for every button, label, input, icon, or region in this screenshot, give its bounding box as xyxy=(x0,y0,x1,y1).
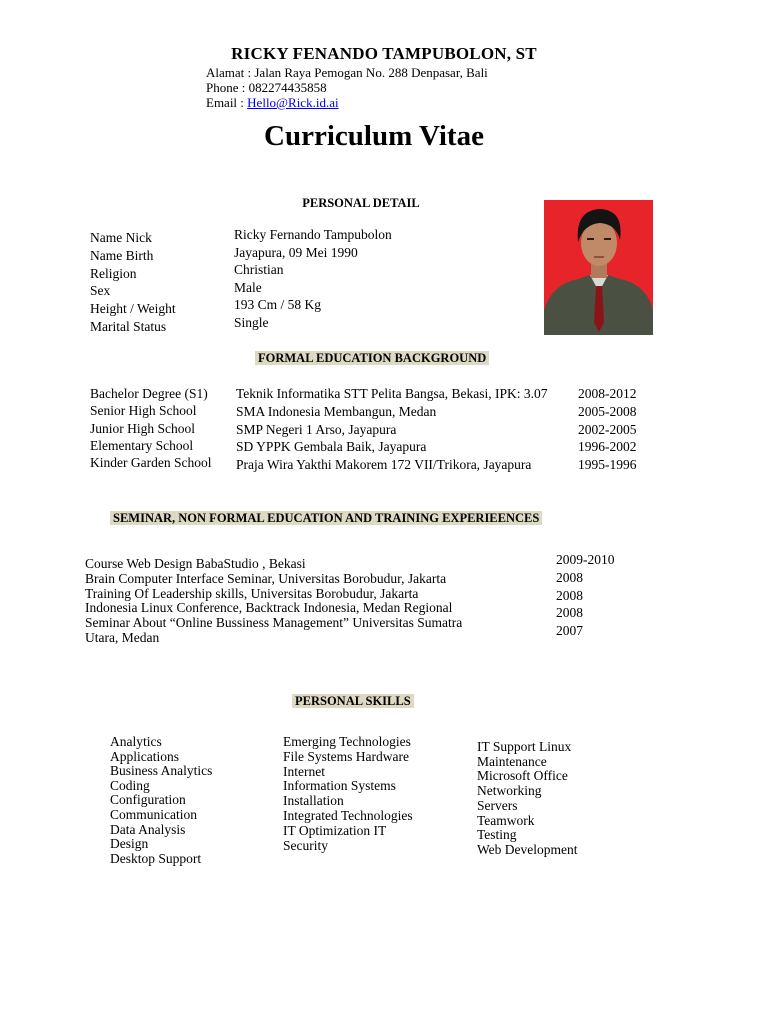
education-year: 1996-2002 xyxy=(578,439,637,455)
education-schools xyxy=(236,385,548,474)
skill-item: Design xyxy=(110,836,149,852)
education-school: SMA Indonesia Membangun, Medan xyxy=(236,403,437,419)
detail-label: Marital Status xyxy=(90,318,167,334)
document-title: Curriculum Vitae xyxy=(264,120,484,152)
phone-line: Phone : 082274435858 xyxy=(206,80,327,95)
detail-value: Single xyxy=(234,314,269,330)
cv-owner-name: RICKY FENANDO TAMPUBOLON, ST xyxy=(231,44,537,63)
seminar-heading-text: SEMINAR, NON FORMAL EDUCATION AND TRAINING EXPERIEENCES xyxy=(110,511,542,525)
person-portrait-icon xyxy=(544,200,653,335)
skill-item: Data Analysis xyxy=(110,821,186,837)
skill-item: Information Systems xyxy=(283,778,396,794)
skill-item: Maintenance xyxy=(477,753,547,769)
education-heading-text: FORMAL EDUCATION BACKGROUND xyxy=(255,351,489,365)
skill-item: Web Development xyxy=(477,841,578,857)
personal-detail-labels xyxy=(90,229,176,336)
skills-column-3 xyxy=(477,740,578,858)
skill-item: Servers xyxy=(477,797,518,813)
skill-item: IT Support Linux xyxy=(477,739,572,754)
detail-value: Jayapura, 09 Mei 1990 xyxy=(234,244,358,260)
email-link[interactable]: Hello@Rick.id.ai xyxy=(247,95,339,110)
seminar-heading xyxy=(110,511,542,526)
seminar-item: Training Of Leadership skills, Universitas Borobudur, Jakarta xyxy=(85,585,419,601)
detail-label: Sex xyxy=(90,283,111,299)
skill-item: Internet xyxy=(283,763,325,779)
seminar-item: Course Web Design BabaStudio , Bekasi xyxy=(85,556,306,571)
skill-item: File Systems Hardware xyxy=(283,748,409,764)
education-heading xyxy=(255,351,489,366)
skill-item: Emerging Technologies xyxy=(283,734,411,749)
seminar-year: 2008 xyxy=(556,605,583,621)
detail-label: Name Birth xyxy=(90,247,154,263)
skill-item: Business Analytics xyxy=(110,763,213,779)
skill-item: Testing xyxy=(477,827,517,843)
skill-item: IT Optimization IT xyxy=(283,822,387,838)
skill-item: Teamwork xyxy=(477,812,535,828)
seminar-year: 2008 xyxy=(556,569,583,585)
detail-value: Ricky Fernando Tampubolon xyxy=(234,227,392,242)
education-level: Bachelor Degree (S1) xyxy=(90,386,208,401)
skills-heading xyxy=(292,694,414,709)
skill-item: Microsoft Office xyxy=(477,768,568,784)
education-school: Praja Wira Yakthi Makorem 172 VII/Trikora, Jayapura xyxy=(236,457,532,473)
skill-item: Security xyxy=(283,837,328,853)
skill-item: Desktop Support xyxy=(110,850,202,866)
personal-detail-heading: PERSONAL DETAIL xyxy=(302,196,420,210)
address-line: Alamat : Jalan Raya Pemogan No. 288 Denpasar, Bali xyxy=(206,65,488,80)
detail-label: Height / Weight xyxy=(90,301,176,317)
seminar-item: Seminar About “Online Bussiness Management” Universitas Sumatra xyxy=(85,615,463,631)
skill-item: Integrated Technologies xyxy=(283,807,413,823)
skills-column-1 xyxy=(110,735,212,866)
education-year: 2005-2008 xyxy=(578,403,637,419)
skill-item: Applications xyxy=(110,748,179,764)
education-levels xyxy=(90,385,211,471)
education-year: 1995-1996 xyxy=(578,457,637,473)
education-school: Teknik Informatika STT Pelita Bangsa, Bekasi, IPK: 3.07 xyxy=(236,386,548,401)
education-school: SMP Negeri 1 Arso, Jayapura xyxy=(236,421,397,437)
education-level: Junior High School xyxy=(90,420,196,436)
skill-item: Coding xyxy=(110,777,150,793)
seminar-year: 2007 xyxy=(556,623,583,639)
detail-value: Male xyxy=(234,279,262,295)
personal-detail-values xyxy=(234,226,392,331)
skills-column-2 xyxy=(283,735,413,853)
detail-label: Religion xyxy=(90,265,137,281)
detail-label: Name Nick xyxy=(90,230,152,245)
seminar-year: 2009-2010 xyxy=(556,552,615,567)
seminar-year: 2008 xyxy=(556,587,583,603)
skills-heading-text: PERSONAL SKILLS xyxy=(292,694,414,708)
education-school: SD YPPK Gembala Baik, Jayapura xyxy=(236,439,427,455)
profile-photo xyxy=(544,200,653,335)
education-level: Elementary School xyxy=(90,437,194,453)
seminar-item: Indonesia Linux Conference, Backtrack Indonesia, Medan Regional xyxy=(85,600,453,616)
skill-item: Communication xyxy=(110,806,197,822)
detail-value: Christian xyxy=(234,262,284,277)
seminar-item: Utara, Medan xyxy=(85,629,160,645)
education-years xyxy=(578,385,637,474)
detail-value: 193 Cm / 58 Kg xyxy=(234,297,322,312)
skill-item: Installation xyxy=(283,793,344,809)
seminar-list xyxy=(85,557,462,646)
skill-item: Analytics xyxy=(110,734,162,749)
skill-item: Configuration xyxy=(110,792,186,808)
email-line xyxy=(206,95,339,110)
email-label: Email : xyxy=(206,95,248,110)
seminar-years xyxy=(556,551,615,640)
education-level: Kinder Garden School xyxy=(90,455,212,471)
education-level: Senior High School xyxy=(90,403,197,419)
seminar-item: Brain Computer Interface Seminar, Universitas Borobudur, Jakarta xyxy=(85,570,447,586)
skill-item: Networking xyxy=(477,783,542,799)
education-year: 2008-2012 xyxy=(578,386,637,401)
education-year: 2002-2005 xyxy=(578,421,637,437)
